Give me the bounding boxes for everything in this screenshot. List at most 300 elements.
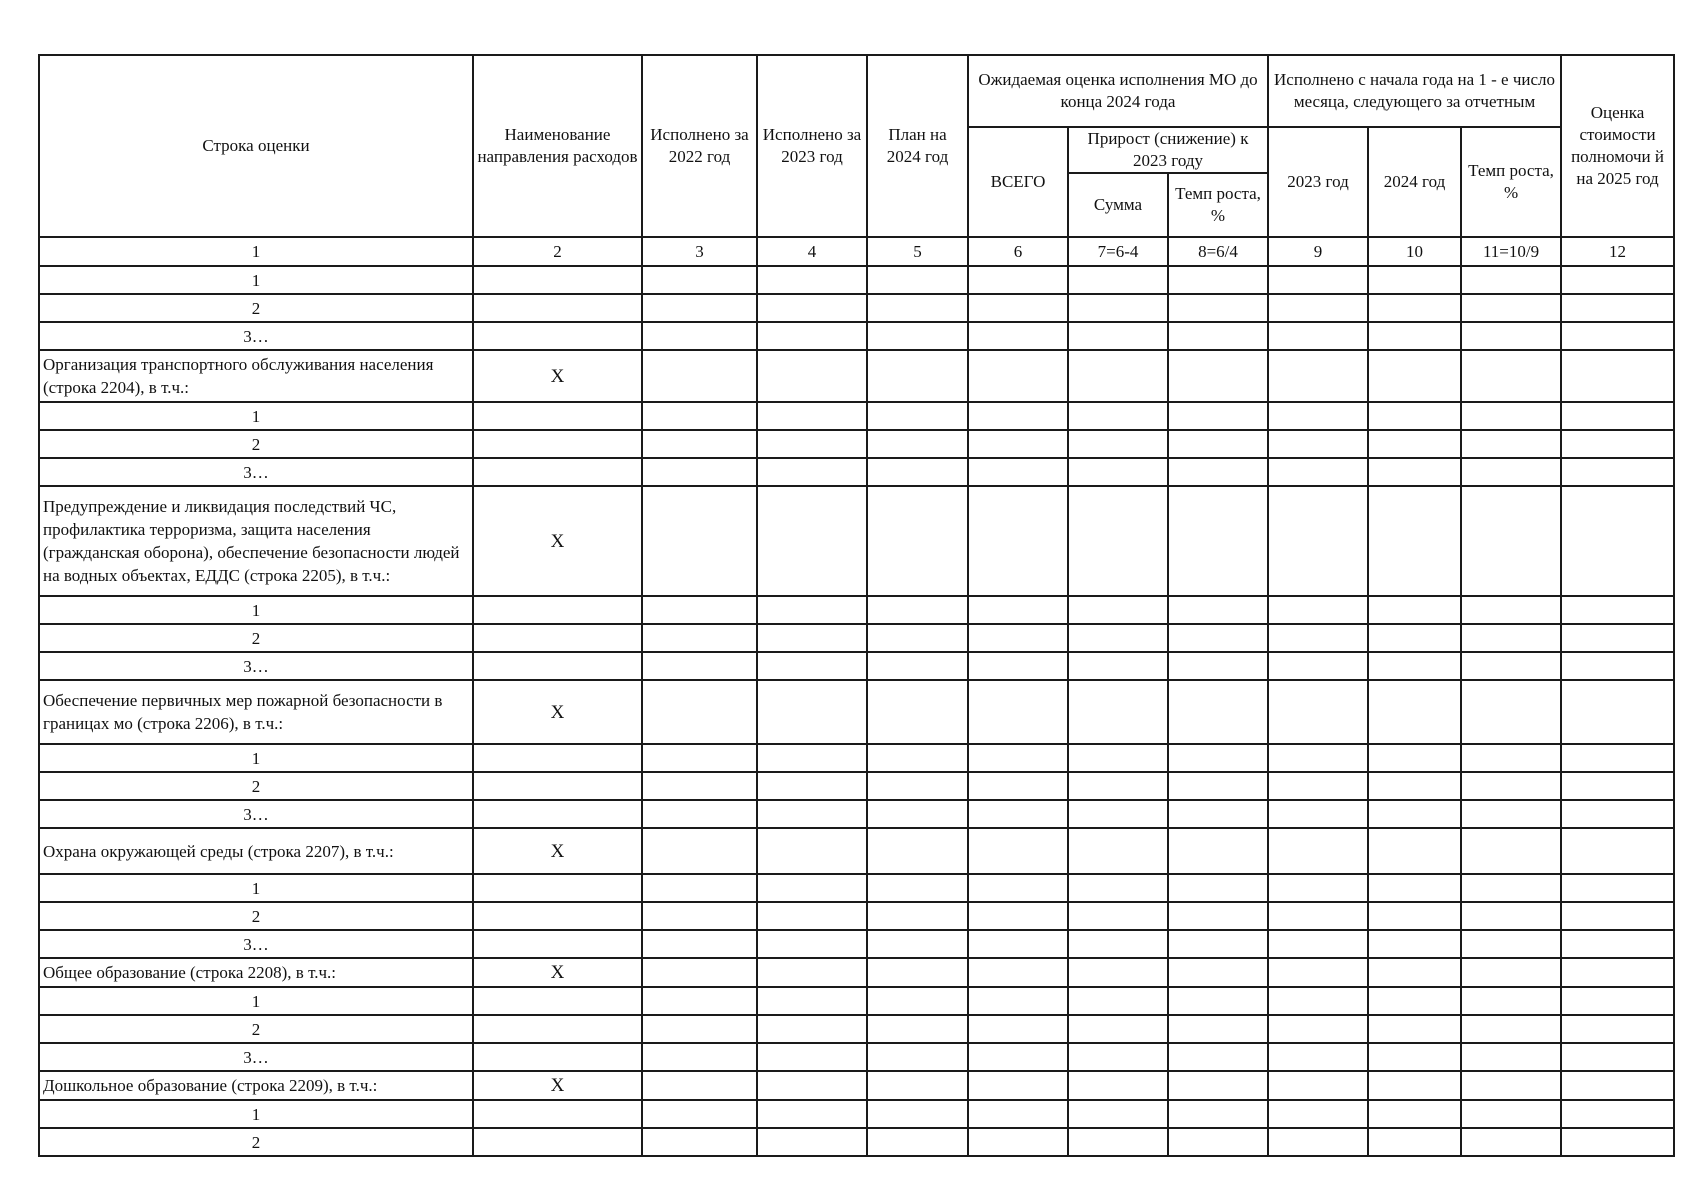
table-cell: [473, 874, 642, 902]
table-cell: [1368, 1043, 1461, 1071]
section-mark: X: [473, 350, 642, 402]
table-cell: [1368, 322, 1461, 350]
table-cell: [1368, 294, 1461, 322]
table-cell: [642, 800, 757, 828]
table-cell: [867, 266, 968, 294]
table-cell: [757, 680, 867, 744]
table-cell: [1168, 874, 1268, 902]
table-row: [39, 1015, 1674, 1043]
table-row: [39, 1100, 1674, 1128]
table-cell: [1168, 294, 1268, 322]
table-cell: [757, 266, 867, 294]
table-cell: [1561, 294, 1674, 322]
table-cell: [757, 772, 867, 800]
table-cell: [1461, 987, 1561, 1015]
section-title: Обеспечение первичных мер пожарной безопасности в границах мо (строка 2206), в т.ч.:: [39, 680, 473, 744]
section-title: Дошкольное образование (строка 2209), в т.ч.:: [39, 1071, 473, 1100]
table-cell: [1268, 958, 1368, 987]
table-cell: [1168, 652, 1268, 680]
table-cell: [1461, 772, 1561, 800]
table-cell: [1461, 1071, 1561, 1100]
table-cell: [642, 322, 757, 350]
column-number: 9: [1268, 237, 1368, 266]
table-cell: [867, 486, 968, 596]
table-cell: [1461, 1043, 1561, 1071]
table-cell: [1461, 828, 1561, 874]
table-cell: [642, 902, 757, 930]
table-cell: [473, 930, 642, 958]
table-cell: [757, 1071, 867, 1100]
table-row: [39, 930, 1674, 958]
header-growth-group: Прирост (снижение) к 2023 году: [1068, 127, 1268, 173]
table-cell: [1368, 680, 1461, 744]
table-cell: [642, 744, 757, 772]
table-cell: [1461, 1015, 1561, 1043]
table-cell: [867, 402, 968, 430]
table-cell: [867, 800, 968, 828]
column-number: 3: [642, 237, 757, 266]
table-cell: [473, 744, 642, 772]
header-cost-estimate-2025: Оценка стоимости полномочи й на 2025 год: [1561, 55, 1674, 237]
row-number: 2: [39, 902, 473, 930]
table-cell: [473, 1128, 642, 1156]
table-cell: [1168, 800, 1268, 828]
table-cell: [473, 294, 642, 322]
table-cell: [1561, 800, 1674, 828]
table-cell: [757, 596, 867, 624]
table-cell: [1168, 1043, 1268, 1071]
table-cell: [1461, 930, 1561, 958]
table-cell: [1561, 902, 1674, 930]
table-cell: [1068, 1100, 1168, 1128]
table-cell: [642, 652, 757, 680]
table-cell: [1068, 350, 1168, 402]
table-cell: [1268, 1071, 1368, 1100]
table-cell: [1168, 458, 1268, 486]
table-cell: [642, 772, 757, 800]
table-cell: [1368, 744, 1461, 772]
table-cell: [867, 902, 968, 930]
row-number: 3…: [39, 652, 473, 680]
table-cell: [1168, 486, 1268, 596]
table-cell: [1068, 322, 1168, 350]
table-cell: [1368, 1100, 1461, 1128]
section-row: [39, 350, 1674, 402]
table-cell: [1268, 430, 1368, 458]
table-cell: [867, 680, 968, 744]
table-cell: [1068, 680, 1168, 744]
table-cell: [1068, 930, 1168, 958]
table-cell: [1168, 1128, 1268, 1156]
table-cell: [1561, 1015, 1674, 1043]
table-cell: [1461, 800, 1561, 828]
table-cell: [1268, 1015, 1368, 1043]
table-cell: [867, 322, 968, 350]
table-cell: [1561, 458, 1674, 486]
table-cell: [1368, 350, 1461, 402]
table-cell: [757, 402, 867, 430]
table-cell: [757, 1043, 867, 1071]
table-cell: [642, 430, 757, 458]
section-row: [39, 486, 1674, 596]
table-cell: [1168, 1071, 1268, 1100]
row-number: 1: [39, 266, 473, 294]
table-cell: [1561, 486, 1674, 596]
column-number: 11=10/9: [1461, 237, 1561, 266]
table-cell: [1368, 874, 1461, 902]
table-cell: [642, 987, 757, 1015]
table-cell: [1268, 680, 1368, 744]
table-cell: [1561, 874, 1674, 902]
table-cell: [757, 902, 867, 930]
table-cell: [1168, 958, 1268, 987]
table-cell: [1561, 828, 1674, 874]
table-cell: [867, 430, 968, 458]
table-cell: [1461, 486, 1561, 596]
table-cell: [1561, 322, 1674, 350]
section-title: Организация транспортного обслуживания населения (строка 2204), в т.ч.:: [39, 350, 473, 402]
section-mark: X: [473, 486, 642, 596]
row-number: 2: [39, 294, 473, 322]
table-cell: [473, 987, 642, 1015]
table-cell: [642, 350, 757, 402]
row-number: 2: [39, 1015, 473, 1043]
table-row: [39, 1043, 1674, 1071]
table-cell: [1168, 402, 1268, 430]
section-mark: X: [473, 828, 642, 874]
table-cell: [968, 1071, 1068, 1100]
table-cell: [1168, 350, 1268, 402]
table-cell: [1368, 1071, 1461, 1100]
table-cell: [1068, 652, 1168, 680]
table-cell: [1068, 1043, 1168, 1071]
table-cell: [1268, 350, 1368, 402]
table-cell: [867, 874, 968, 902]
column-number: 5: [867, 237, 968, 266]
table-cell: [1268, 902, 1368, 930]
column-number: 1: [39, 237, 473, 266]
table-cell: [968, 902, 1068, 930]
column-number: 12: [1561, 237, 1674, 266]
column-number: 10: [1368, 237, 1461, 266]
table-cell: [473, 772, 642, 800]
column-number: 2: [473, 237, 642, 266]
table-cell: [1068, 1015, 1168, 1043]
table-cell: [1068, 800, 1168, 828]
row-number: 3…: [39, 930, 473, 958]
table-cell: [1368, 958, 1461, 987]
table-cell: [1068, 596, 1168, 624]
table-cell: [1268, 266, 1368, 294]
table-row: [39, 266, 1674, 294]
table-cell: [968, 596, 1068, 624]
table-cell: [1268, 624, 1368, 652]
row-number: 1: [39, 744, 473, 772]
table-cell: [968, 486, 1068, 596]
table-cell: [1068, 458, 1168, 486]
table-cell: [968, 772, 1068, 800]
row-number: 1: [39, 1100, 473, 1128]
estimate-table: [38, 54, 1675, 1157]
table-cell: [1368, 772, 1461, 800]
table-cell: [642, 294, 757, 322]
table-cell: [1561, 958, 1674, 987]
table-cell: [1561, 1100, 1674, 1128]
header-executed-rate: Темп роста, %: [1461, 127, 1561, 237]
table-cell: [968, 958, 1068, 987]
table-cell: [867, 458, 968, 486]
table-cell: [1268, 772, 1368, 800]
table-cell: [867, 1015, 968, 1043]
table-cell: [473, 902, 642, 930]
table-cell: [642, 958, 757, 987]
column-number: 8=6/4: [1168, 237, 1268, 266]
table-cell: [1561, 1071, 1674, 1100]
table-cell: [757, 930, 867, 958]
table-cell: [968, 987, 1068, 1015]
table-row: [39, 1128, 1674, 1156]
table-cell: [1461, 430, 1561, 458]
table-cell: [1461, 1128, 1561, 1156]
table-cell: [642, 874, 757, 902]
section-title: Предупреждение и ликвидация последствий ЧС, профилактика терроризма, защита населения (гражданская оборона), обеспечение безопасности людей на водных объектах, ЕДДС (строка 2205), в т.ч.:: [39, 486, 473, 596]
table-cell: [1561, 1128, 1674, 1156]
table-cell: [867, 744, 968, 772]
table-cell: [1561, 744, 1674, 772]
table-cell: [1268, 1100, 1368, 1128]
table-body: [39, 266, 1674, 1156]
table-cell: [968, 402, 1068, 430]
table-cell: [757, 958, 867, 987]
table-cell: [968, 744, 1068, 772]
table-cell: [1461, 322, 1561, 350]
table-cell: [1368, 828, 1461, 874]
table-cell: [1168, 1015, 1268, 1043]
table-cell: [642, 680, 757, 744]
table-cell: [757, 828, 867, 874]
table-cell: [867, 624, 968, 652]
table-cell: [473, 402, 642, 430]
table-cell: [1268, 930, 1368, 958]
table-cell: [968, 1100, 1068, 1128]
section-title: Общее образование (строка 2208), в т.ч.:: [39, 958, 473, 987]
table-cell: [1168, 987, 1268, 1015]
table-cell: [1368, 624, 1461, 652]
header-growth-rate: Темп роста, %: [1168, 173, 1268, 237]
table-cell: [1561, 652, 1674, 680]
section-mark: X: [473, 958, 642, 987]
table-cell: [1068, 828, 1168, 874]
table-row: [39, 772, 1674, 800]
column-number: 4: [757, 237, 867, 266]
table-cell: [1461, 680, 1561, 744]
row-number: 3…: [39, 322, 473, 350]
table-cell: [1068, 1128, 1168, 1156]
table-cell: [1461, 596, 1561, 624]
table-cell: [473, 652, 642, 680]
table-cell: [642, 1043, 757, 1071]
table-cell: [867, 1128, 968, 1156]
table-cell: [1561, 350, 1674, 402]
table-cell: [1368, 430, 1461, 458]
table-cell: [1461, 458, 1561, 486]
table-cell: [968, 1015, 1068, 1043]
table-cell: [1168, 1100, 1268, 1128]
table-cell: [1268, 828, 1368, 874]
table-cell: [867, 596, 968, 624]
table-cell: [1368, 402, 1461, 430]
table-cell: [1368, 902, 1461, 930]
table-cell: [1268, 1043, 1368, 1071]
table-cell: [1268, 294, 1368, 322]
table-cell: [1561, 624, 1674, 652]
table-cell: [473, 1100, 642, 1128]
header-executed-2022: Исполнено за 2022 год: [642, 55, 757, 237]
table-row: [39, 624, 1674, 652]
table-cell: [1168, 930, 1268, 958]
table-cell: [642, 930, 757, 958]
table-cell: [757, 322, 867, 350]
table-cell: [1461, 744, 1561, 772]
table-cell: [1461, 266, 1561, 294]
table-cell: [757, 800, 867, 828]
section-mark: X: [473, 1071, 642, 1100]
table-cell: [1268, 596, 1368, 624]
table-cell: [1268, 987, 1368, 1015]
table-cell: [1268, 458, 1368, 486]
table-cell: [968, 430, 1068, 458]
table-cell: [1168, 266, 1268, 294]
table-cell: [1068, 430, 1168, 458]
table-cell: [1068, 902, 1168, 930]
table-cell: [757, 624, 867, 652]
table-cell: [968, 874, 1068, 902]
table-cell: [757, 874, 867, 902]
table-cell: [642, 486, 757, 596]
header-plan-2024: План на 2024 год: [867, 55, 968, 237]
table-cell: [1368, 596, 1461, 624]
table-cell: [757, 652, 867, 680]
table-cell: [1461, 874, 1561, 902]
table-cell: [1168, 744, 1268, 772]
table-cell: [1168, 596, 1268, 624]
table-cell: [867, 828, 968, 874]
table-cell: [1268, 1128, 1368, 1156]
row-number: 3…: [39, 800, 473, 828]
section-mark: X: [473, 680, 642, 744]
column-number: 6: [968, 237, 1068, 266]
table-cell: [1068, 772, 1168, 800]
table-cell: [642, 1015, 757, 1043]
table-cell: [867, 1043, 968, 1071]
table-cell: [867, 1071, 968, 1100]
table-cell: [757, 744, 867, 772]
table-cell: [473, 596, 642, 624]
table-cell: [1561, 930, 1674, 958]
table-cell: [867, 930, 968, 958]
table-cell: [473, 458, 642, 486]
header-growth-sum: Сумма: [1068, 173, 1168, 237]
table-cell: [1461, 958, 1561, 987]
table-cell: [1561, 402, 1674, 430]
table-cell: [968, 322, 1068, 350]
header-expected-total: ВСЕГО: [968, 127, 1068, 237]
table-cell: [1068, 744, 1168, 772]
table-cell: [1168, 322, 1268, 350]
table-cell: [968, 458, 1068, 486]
table-cell: [1461, 902, 1561, 930]
table-cell: [1268, 652, 1368, 680]
header-expected-group: Ожидаемая оценка исполнения МО до конца 2024 года: [968, 55, 1268, 127]
table-cell: [473, 800, 642, 828]
table-cell: [1561, 266, 1674, 294]
table-cell: [1068, 624, 1168, 652]
table-row: [39, 987, 1674, 1015]
table-cell: [968, 930, 1068, 958]
row-number: 1: [39, 402, 473, 430]
table-cell: [1068, 874, 1168, 902]
table-cell: [1368, 266, 1461, 294]
table-cell: [1368, 1015, 1461, 1043]
table-cell: [1561, 772, 1674, 800]
column-numbers-row: [39, 237, 1674, 266]
section-row: [39, 828, 1674, 874]
table-cell: [1068, 266, 1168, 294]
table-cell: [1168, 624, 1268, 652]
table-cell: [757, 1128, 867, 1156]
table-row: [39, 902, 1674, 930]
table-cell: [757, 430, 867, 458]
row-number: 1: [39, 596, 473, 624]
table-cell: [867, 350, 968, 402]
table-row: [39, 652, 1674, 680]
table-cell: [1068, 987, 1168, 1015]
table-cell: [867, 294, 968, 322]
table-cell: [1368, 930, 1461, 958]
row-number: 2: [39, 430, 473, 458]
table-cell: [757, 350, 867, 402]
table-cell: [642, 1100, 757, 1128]
table-cell: [1368, 1128, 1461, 1156]
table-row: [39, 744, 1674, 772]
table-cell: [473, 1043, 642, 1071]
table-cell: [642, 458, 757, 486]
table-cell: [1068, 486, 1168, 596]
table-cell: [1168, 430, 1268, 458]
table-cell: [642, 1071, 757, 1100]
table-row: [39, 596, 1674, 624]
section-row: [39, 958, 1674, 987]
table-cell: [473, 1015, 642, 1043]
table-cell: [757, 1100, 867, 1128]
table-cell: [1368, 652, 1461, 680]
table-cell: [1461, 652, 1561, 680]
table-cell: [1461, 624, 1561, 652]
table-cell: [968, 828, 1068, 874]
table-cell: [473, 430, 642, 458]
table-cell: [1268, 402, 1368, 430]
table-cell: [1268, 322, 1368, 350]
table-cell: [1068, 958, 1168, 987]
table-cell: [867, 987, 968, 1015]
table-cell: [473, 266, 642, 294]
table-cell: [642, 266, 757, 294]
column-number: 7=6-4: [1068, 237, 1168, 266]
table-cell: [642, 624, 757, 652]
row-number: 2: [39, 772, 473, 800]
table-cell: [1561, 1043, 1674, 1071]
table-cell: [642, 402, 757, 430]
